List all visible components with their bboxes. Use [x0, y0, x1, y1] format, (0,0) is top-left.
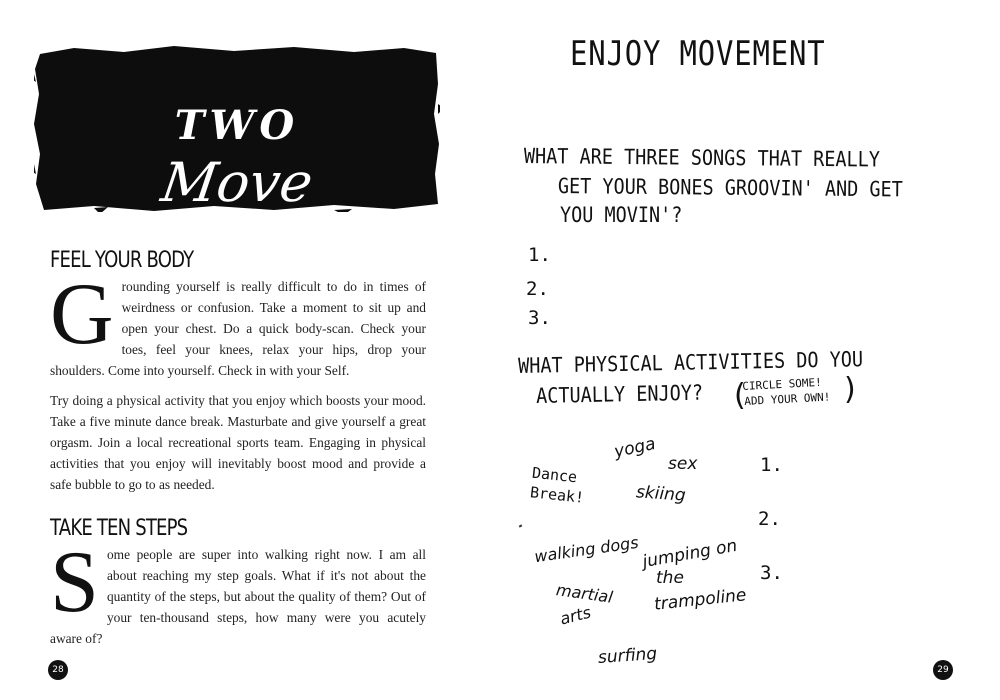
section-heading-feel-your-body: FEEL YOUR BODY — [50, 248, 194, 273]
section-body-feel-your-body — [50, 266, 426, 504]
activity-answer-number: 3. — [760, 562, 783, 584]
activity-skiing: skiing — [635, 482, 687, 506]
activity-walking-dogs: walking dogs — [533, 532, 640, 567]
worksheet-title: ENJOY MOVEMENT — [570, 34, 826, 74]
note-paren-close: ) — [844, 372, 856, 407]
activity-trampoline: trampoline — [653, 585, 748, 615]
song-answer-number: 2. — [526, 278, 549, 300]
activity-answer-number: 2. — [758, 508, 781, 530]
chapter-title: Move — [157, 151, 317, 214]
paragraph — [50, 266, 426, 381]
dropcap: S — [50, 534, 99, 631]
activity-yoga: yoga — [612, 433, 658, 463]
activity-martial-arts: martial — [554, 580, 614, 607]
activity-sex: sex — [668, 454, 698, 474]
page-number-left: 28 — [48, 660, 68, 680]
paragraph-text: rounding yourself is really difficult to do in times of weirdness or confusion. Take a moment to sit up and open your chest. Do a quick body-scan. Check your toes, feel your knees, relax your hips, drop your shoulders. Come into yourself. Check in with your Self. — [50, 279, 426, 378]
paragraph-text: ome people are super into walking right now. I am all about reaching my step goals. What if it's not about the quantity of the steps, but about the quality of them? Out of your ten-thousand steps, how many were you acutely aware of? — [50, 547, 426, 646]
question-activities-line: WHAT PHYSICAL ACTIVITIES DO YOU — [518, 347, 864, 378]
question-activities-line: ACTUALLY ENJOY? — [536, 380, 704, 408]
paragraph: Try doing a physical activity that you enjoy which boosts your mood. Take a five minute dance break. Masturbate and give yourself a great orgasm. Join a local recreational sports team. Engaging in physical activities that you enjoy will inevitably boost mood and provide a safe bubble to go to as needed. — [50, 393, 426, 492]
section-heading-take-ten-steps: TAKE TEN STEPS — [50, 516, 188, 541]
page-number-right: 29 — [933, 660, 953, 680]
chapter-banner — [34, 44, 440, 212]
question-songs-line: WHAT ARE THREE SONGS THAT REALLY — [523, 144, 881, 172]
song-answer-number: 3. — [528, 307, 551, 329]
instruction-note: CIRCLE SOME! — [742, 375, 823, 393]
activity-trampoline: jumping on — [640, 535, 739, 573]
activity-answer-number: 1. — [760, 454, 783, 476]
chapter-number: TWO — [174, 102, 300, 149]
pen-mark — [519, 524, 523, 527]
activity-dance-break: Dance — [531, 463, 578, 487]
activity-trampoline: the — [656, 568, 684, 588]
note-paren-open: ( — [734, 378, 746, 413]
paragraph — [50, 534, 426, 649]
question-songs-line: YOU MOVIN'? — [560, 203, 683, 227]
question-songs-line: GET YOUR BONES GROOVIN' AND GET — [557, 174, 903, 202]
song-answer-number: 1. — [528, 244, 551, 266]
dropcap: G — [50, 266, 114, 363]
section-body-take-ten-steps — [50, 534, 426, 658]
instruction-note: ADD YOUR OWN! — [744, 390, 831, 408]
activity-surfing: surfing — [597, 643, 658, 669]
activity-dance-break: Break! — [529, 483, 585, 507]
activity-martial-arts: arts — [558, 602, 593, 629]
